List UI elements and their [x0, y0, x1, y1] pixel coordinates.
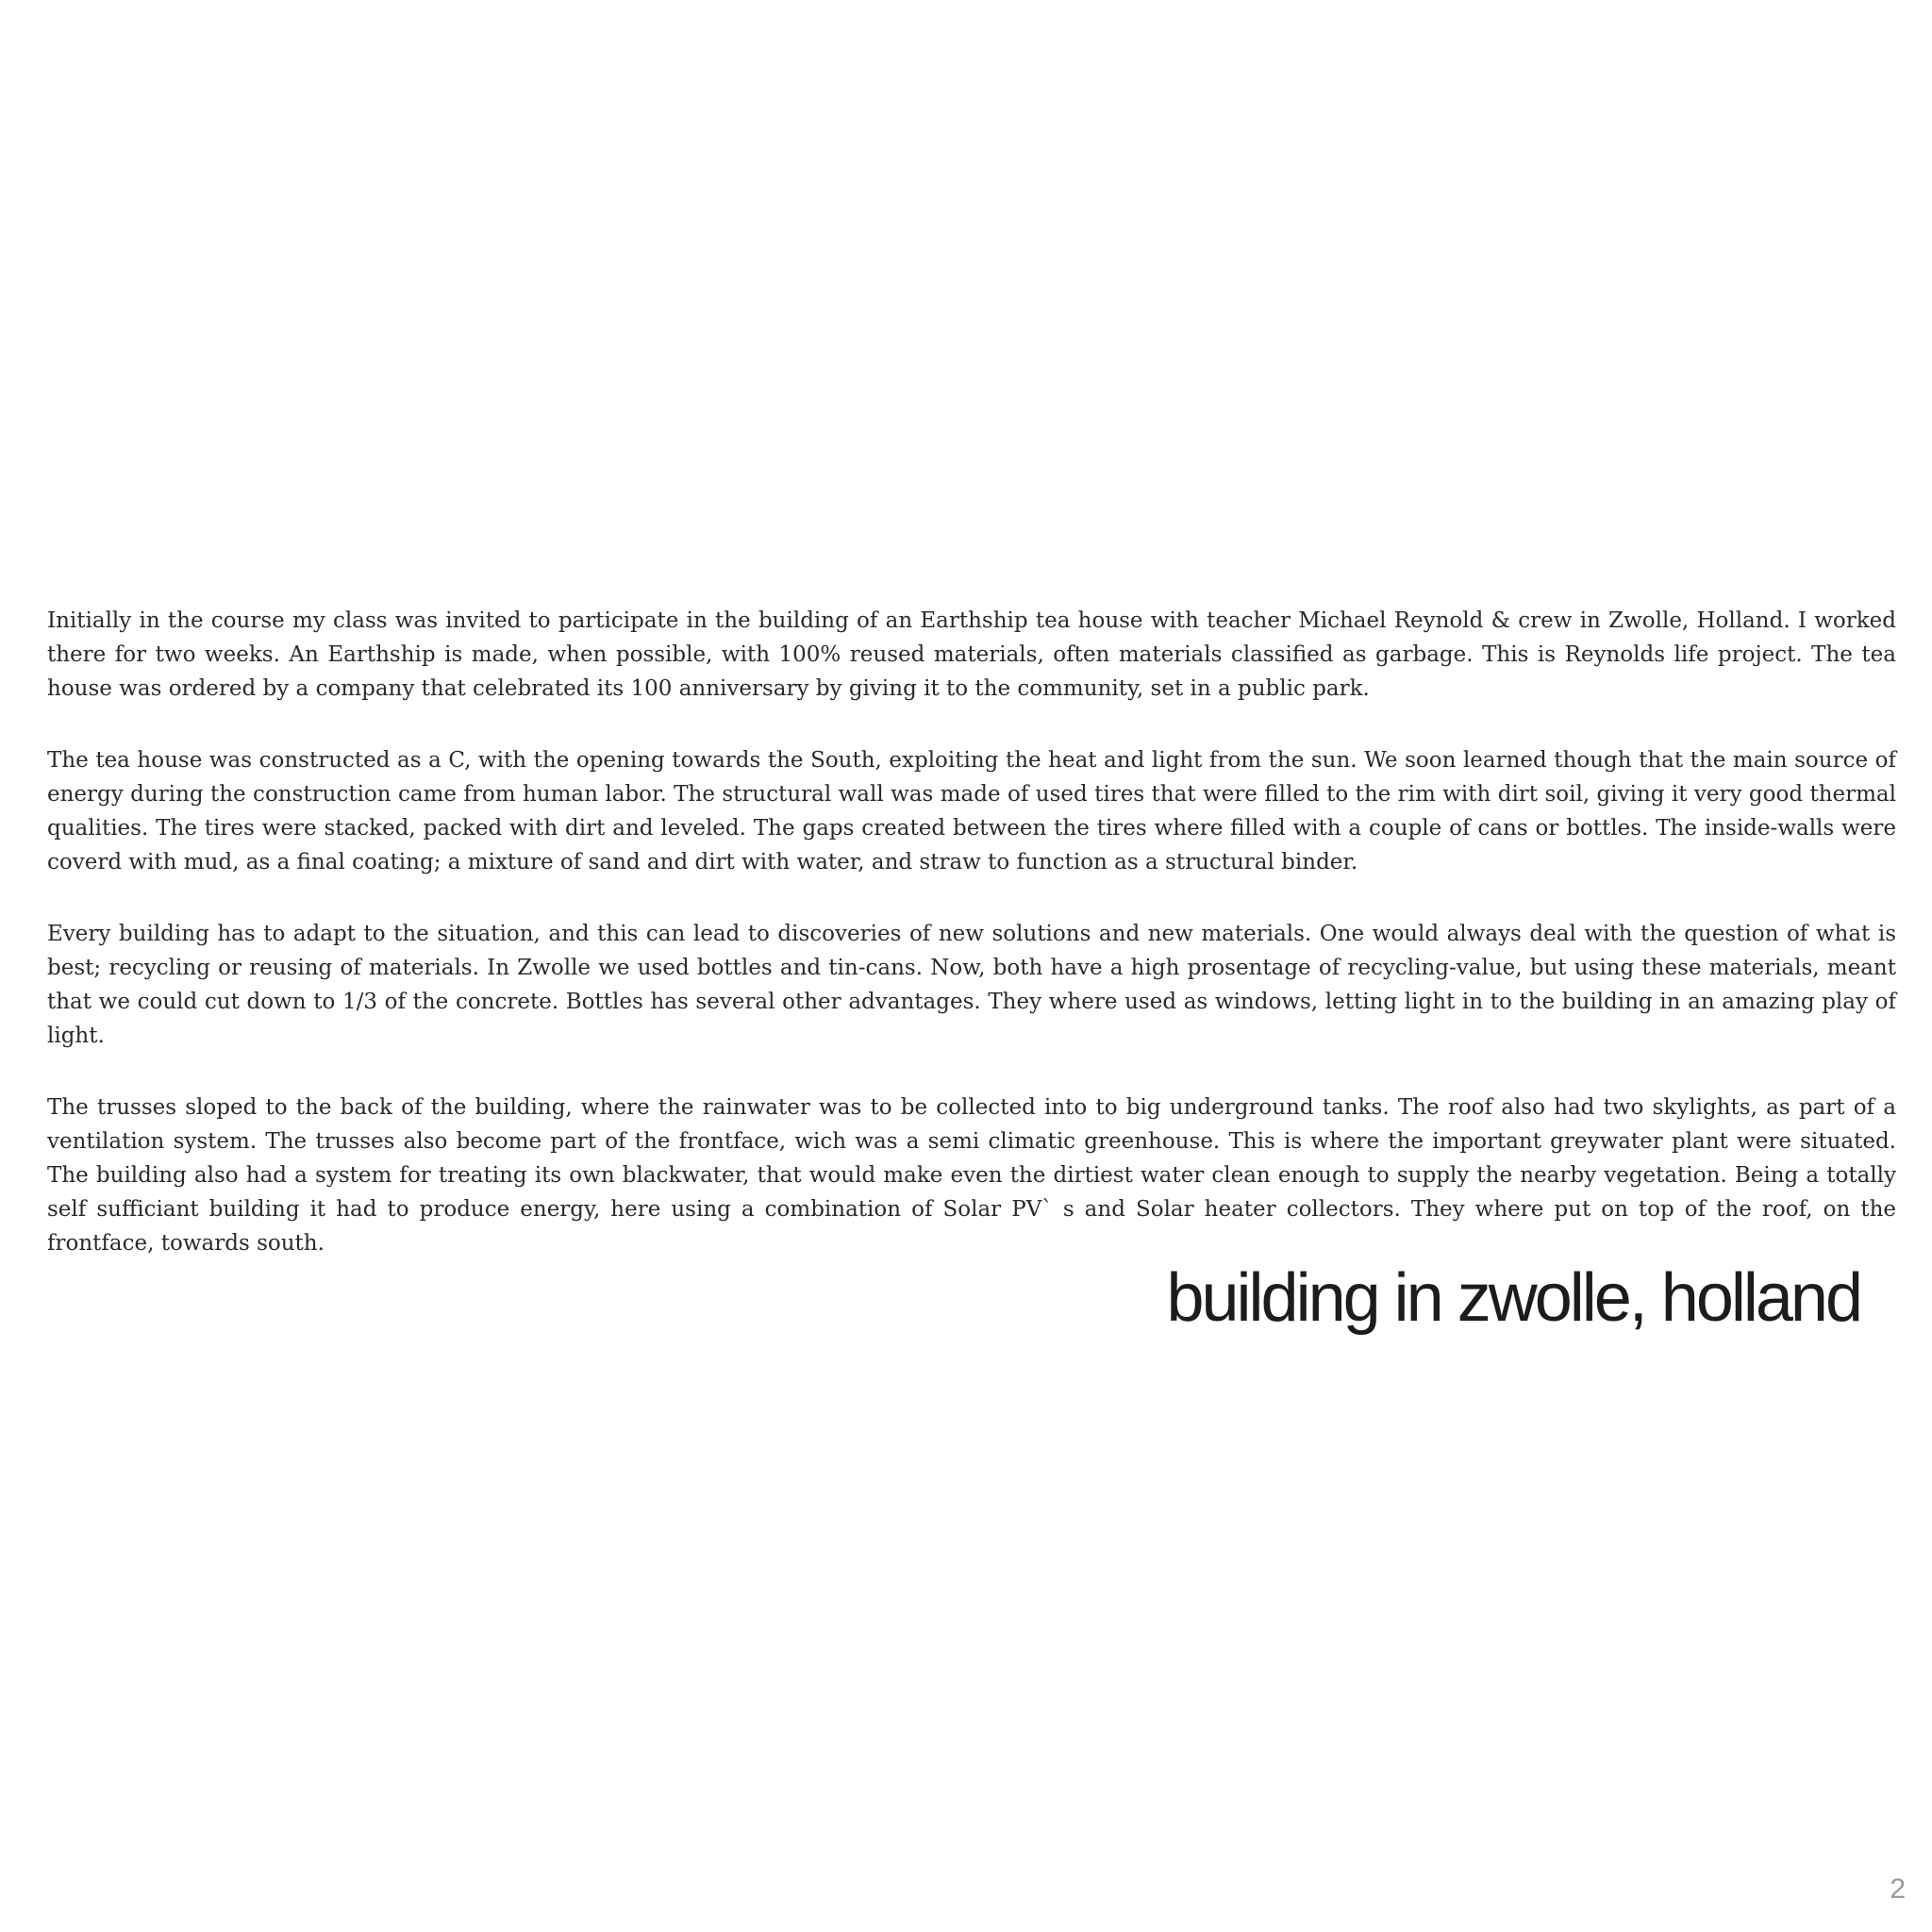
body-text [47, 604, 1896, 1298]
section-heading: building in zwolle, holland [1166, 1260, 1860, 1336]
paragraph-intro: Initially in the course my class was invited to participate in the building of an Earthship tea house with teacher Michael Reynold & crew in Zwolle, Holland. I worked there for two weeks. An Earthship is made, when possible, with 100% reused materials, often materials classified as garbage. This is Reynolds life project. The tea house was ordered by a company that celebrated its 100 anniversary by giving it to the community, set in a public park. [47, 608, 1896, 701]
page-number: 2 [1890, 1874, 1906, 1905]
paragraph-materials: Every building has to adapt to the situation, and this can lead to discoveries of new solutions and new materials. One would always deal with the question of what is best; recycling or reusing of materials. In Zwolle we used bottles and tin-cans. Now, both have a high prosentage of recycling-value, but using these materials, meant that we could cut down to 1/3 of the concrete. Bottles has several other advantages. They where used as windows, letting light in to the building in an amazing play of light. [47, 922, 1896, 1048]
paragraph-construction: The tea house was constructed as a C, with the opening towards the South, exploiting the heat and light from the sun. We soon learned though that the main source of energy during the construction came from human labor. The structural wall was made of used tires that were filled to the rim with dirt soil, giving it very good thermal qualities. The tires were stacked, packed with dirt and leveled. The gaps created between the tires where filled with a couple of cans or bottles. The inside-walls were coverd with mud, as a final coating; a mixture of sand and dirt with water, and straw to function as a structural binder. [47, 748, 1896, 874]
paragraph-systems: The trusses sloped to the back of the building, where the rainwater was to be collected into to big underground tanks. The roof also had two skylights, as part of a ventilation system. The trusses also become part of the frontface, wich was a semi climatic greenhouse. This is where the important greywater plant were situated. The building also had a system for treating its own blackwater, that would make even the dirtiest water clean enough to supply the nearby vegetation. Being a totally self sufficiant building it had to produce energy, here using a combination of Solar PV` s and Solar heater collectors. They where put on top of the roof, on the frontface, towards south. [47, 1095, 1896, 1256]
